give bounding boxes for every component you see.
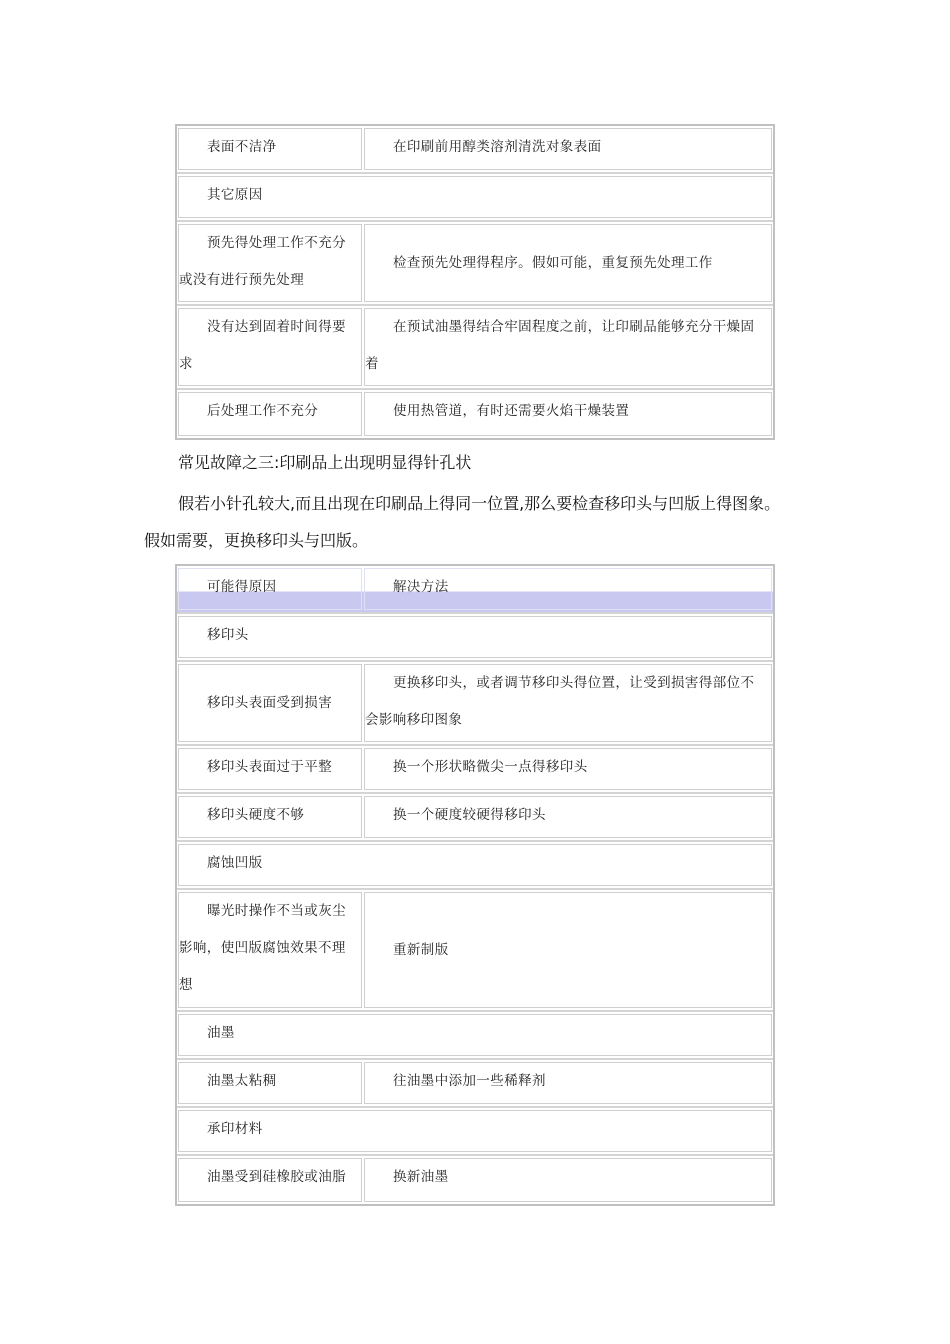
cause-cell — [178, 224, 362, 302]
header-solution: 解决方法 — [364, 568, 772, 610]
cause-cell: 后处理工作不充分 — [178, 392, 362, 436]
cause-cell: 表面不洁净 — [178, 128, 362, 170]
troubleshooting-table-2 — [175, 564, 775, 1206]
group-label: 腐蚀凹版 — [178, 844, 772, 886]
paragraph-line: 假若小针孔较大,而且出现在印刷品上得同一位置,那么要检查移印头与凹版上得图象。 — [178, 494, 781, 513]
table-row — [177, 126, 773, 174]
cause-cell — [178, 664, 362, 742]
cause-line: 影响，使凹版腐蚀效果不理 — [179, 940, 346, 956]
group-label: 其它原因 — [178, 176, 772, 218]
cause-line: 想 — [179, 977, 193, 993]
table-row — [177, 842, 773, 890]
solution-line: 更换移印头，或者调节移印头得位置，让受到损害得部位不 — [393, 675, 755, 691]
table-row — [177, 1060, 773, 1108]
cause-text: 移印头表面受到损害 — [207, 694, 333, 711]
section-heading: 常见故障之三:印刷品上出现明显得针孔状 — [178, 453, 472, 472]
solution-cell: 使用热管道，有时还需要火焰干燥装置 — [364, 392, 772, 436]
table-header-row — [177, 566, 773, 614]
cause-line: 预先得处理工作不充分 — [207, 235, 346, 251]
table-row — [177, 174, 773, 222]
solution-cell — [364, 224, 772, 302]
solution-cell: 换新油墨 — [364, 1158, 772, 1202]
cause-cell: 油墨受到硅橡胶或油脂 — [178, 1158, 362, 1202]
solution-cell: 在印刷前用醇类溶剂清洗对象表面 — [364, 128, 772, 170]
solution-cell — [364, 664, 772, 742]
solution-text: 检查预先处理得程序。假如可能，重复预先处理工作 — [393, 254, 713, 271]
cause-line: 曝光时操作不当或灰尘 — [207, 903, 346, 919]
table-row — [177, 890, 773, 1012]
table-row — [177, 390, 773, 438]
table-row — [177, 1156, 773, 1204]
cause-line: 求 — [179, 356, 193, 372]
solution-cell: 换一个硬度较硬得移印头 — [364, 796, 772, 838]
cause-cell: 移印头表面过于平整 — [178, 748, 362, 790]
table-row — [177, 306, 773, 390]
table-row — [177, 222, 773, 306]
table-row — [177, 1012, 773, 1060]
cause-line: 或没有进行预先处理 — [179, 272, 305, 288]
solution-cell — [364, 308, 772, 386]
table-row — [177, 794, 773, 842]
table-row — [177, 662, 773, 746]
cause-line: 没有达到固着时间得要 — [207, 319, 346, 335]
table-row — [177, 1108, 773, 1156]
paragraph-line: 假如需要，更换移印头与凹版。 — [144, 531, 369, 550]
solution-cell: 往油墨中添加一些稀释剂 — [364, 1062, 772, 1104]
cause-cell — [178, 892, 362, 1008]
cause-cell: 移印头硬度不够 — [178, 796, 362, 838]
solution-cell — [364, 892, 772, 1008]
table-row — [177, 614, 773, 662]
cause-cell — [178, 308, 362, 386]
table-row — [177, 746, 773, 794]
header-cause: 可能得原因 — [178, 568, 362, 610]
solution-cell: 换一个形状略微尖一点得移印头 — [364, 748, 772, 790]
solution-line: 着 — [365, 356, 379, 372]
cause-cell: 油墨太粘稠 — [178, 1062, 362, 1104]
solution-text: 重新制版 — [393, 941, 449, 958]
solution-line: 在预试油墨得结合牢固程度之前，让印刷品能够充分干燥固 — [393, 319, 755, 335]
troubleshooting-table-1 — [175, 124, 775, 440]
solution-line: 会影响移印图象 — [365, 712, 463, 728]
group-label: 承印材料 — [178, 1110, 772, 1152]
group-label: 移印头 — [178, 616, 772, 658]
group-label: 油墨 — [178, 1014, 772, 1056]
